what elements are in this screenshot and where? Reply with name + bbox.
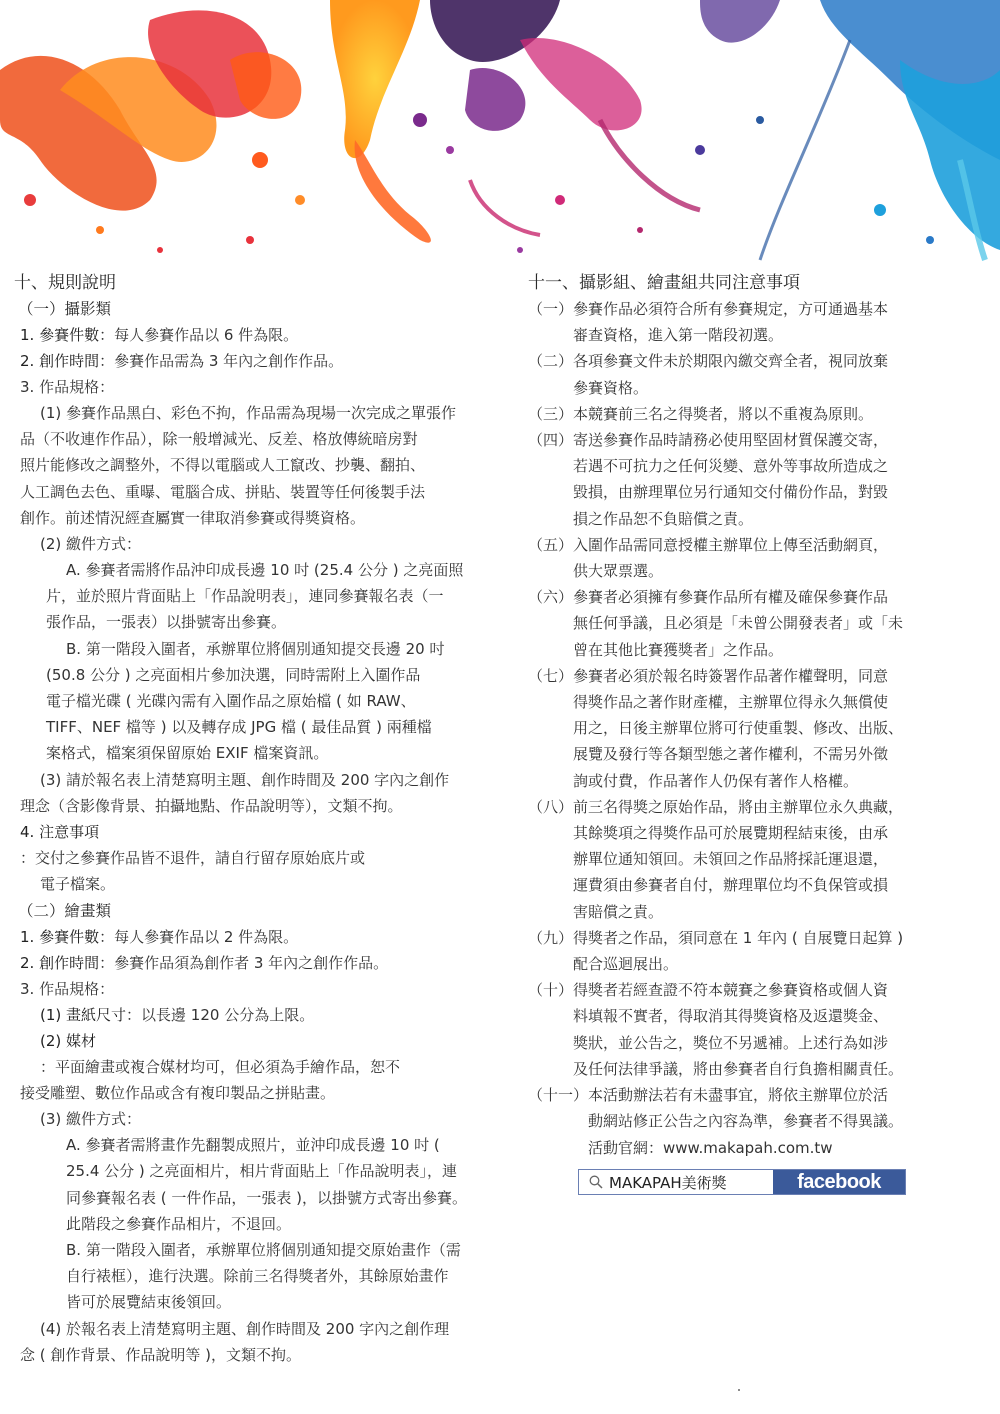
note-number: （九） — [528, 928, 574, 947]
note-line: 展覽及發行等各類型態之著作權利，不需另外徵 — [573, 745, 889, 764]
note-number: （七） — [528, 666, 574, 685]
note-text — [588, 1082, 940, 1161]
note-item — [528, 401, 940, 427]
note-line: 得獎作品之著作財產權，主辦單位得永久無償使 — [573, 693, 889, 712]
note-item — [528, 794, 940, 925]
photo-spec-2-title: (2) 繳件方式： — [40, 535, 142, 554]
note-item — [528, 663, 940, 794]
note-text — [573, 532, 940, 584]
painting-spec-3b: B. 第一階段入圍者，承辦單位將個別通知提交原始畫作（需 自行裱框），進行決選。除前三名得獎者外，其餘原始畫作 皆可於展覽結束後領回。 — [66, 1241, 461, 1312]
note-line: 害賠償之責。 — [573, 902, 664, 921]
note-item — [528, 977, 940, 1082]
section-title-rules: 十、規則說明 — [14, 273, 116, 293]
note-line: 入圍作品需同意授權主辦單位上傳至活動網頁， — [573, 535, 889, 554]
note-line: 獎狀，並公告之，獎位不另遞補。上述行為如涉 — [573, 1033, 889, 1052]
note-text — [573, 977, 940, 1082]
painting-spec-1: (1) 畫紙尺寸：以長邊 120 公分為上限。 — [40, 1005, 315, 1024]
note-number: （六） — [528, 588, 574, 607]
note-text — [573, 401, 940, 427]
painting-item-spec: 3. 作品規格： — [20, 979, 115, 998]
painting-item-count: 1. 參賽件數：每人參賽作品以 2 件為限。 — [20, 927, 299, 946]
note-item — [528, 427, 940, 532]
note-line: 動網站修正公告之內容為準，參賽者不得異議。 — [588, 1112, 904, 1131]
note-item — [528, 532, 940, 584]
painting-spec-4: (4) 於報名表上清楚寫明主題、創作時間及 200 字內之創作理 念 ( 創作背景、作品說明等 )，文類不拘。 — [20, 1319, 450, 1364]
note-item — [528, 296, 940, 348]
photo-spec-2a: A. 參賽者需將作品沖印成長邊 10 吋 (25.4 公分 ) 之亮面照 片，並於照片背面貼上「作品說明表」，連同參賽報名表（一 張作品，一張表）以掛號寄出參賽。 — [46, 561, 464, 632]
photo-spec-1: (1) 參賽作品黑白、彩色不拘，作品需為現場一次完成之單張作 品（不收連作作品），除一般增減光、反差、格放傳統暗房對 照片能修改之調整外，不得以電腦或人工竄改、抄襲、翻拍、 人工調色去色、重曝、電腦合成、拼貼、裝置等任何後製手法 創作。前述情況經查屬實一律取消參賽或得獎資格。 — [20, 404, 457, 527]
note-line: 供大眾票選。 — [573, 562, 664, 581]
note-number: （八） — [528, 797, 574, 816]
painting-spec-2: (2) 媒材 ：平面繪畫或複合媒材均可，但必須為手繪作品，恕不 接受雕塑、數位作品或含有複印製品之拼貼畫。 — [20, 1031, 401, 1103]
note-line: 運費須由參賽者自付，辦理單位均不負保管或損 — [573, 876, 889, 895]
photo-item-count: 1. 參賽件數：每人參賽作品以 6 件為限。 — [20, 326, 299, 344]
note-line: 前三名得獎之原始作品，將由主辦單位永久典藏， — [573, 797, 904, 816]
painting-category-title: （二）繪畫類 — [18, 901, 112, 920]
photo-item-notice: 4. 注意事項 ：交付之參賽作品皆不退件，請自行留存原始底片或 電子檔案。 — [20, 823, 366, 894]
note-line: 本競賽前三名之得獎者，將以不重複為原則。 — [573, 404, 874, 423]
facebook-search-box[interactable] — [579, 1170, 773, 1194]
note-line: 損之作品恕不負賠償之責。 — [573, 509, 754, 528]
photo-item-spec: 3. 作品規格： — [20, 378, 115, 396]
note-text — [573, 427, 940, 532]
note-number: （一） — [528, 300, 574, 318]
note-line: 參賽作品必須符合所有參賽規定，方可通過基本 — [573, 300, 889, 318]
note-number: （五） — [528, 535, 574, 554]
note-item — [528, 1082, 940, 1161]
note-number: （十） — [528, 981, 574, 1000]
page-speck — [738, 1389, 740, 1391]
paint-splash-decoration — [0, 0, 1000, 270]
note-line: 其餘獎項之得獎作品可於展覽期程結束後，由承 — [573, 824, 889, 843]
common-notes-section — [528, 270, 940, 1161]
note-line: 寄送參賽作品時請務必使用堅固材質保護交寄， — [573, 431, 889, 450]
note-number: （二） — [528, 352, 574, 371]
note-line: 曾在其他比賽獲獎者」之作品。 — [573, 640, 784, 659]
facebook-search-bar[interactable] — [578, 1169, 906, 1195]
note-line: 若遇不可抗力之任何災變、意外等事故所造成之 — [573, 457, 889, 476]
note-line: 審查資格，進入第一階段初選。 — [573, 326, 784, 345]
note-line: 參賽者必須於報名時簽署作品著作權聲明，同意 — [573, 666, 889, 685]
note-number: （四） — [528, 431, 574, 450]
note-line: 辦單位通知領回。未領回之作品將採託運退還， — [573, 850, 889, 869]
note-number: （三） — [528, 404, 574, 423]
facebook-logo[interactable]: facebook — [773, 1170, 905, 1194]
note-number: （十一） — [528, 1086, 589, 1105]
search-icon — [589, 1175, 603, 1189]
note-line: 各項參賽文件未於期限內繳交齊全者，視同放棄 — [573, 352, 889, 371]
photo-spec-2b: B. 第一階段入圍者，承辦單位將個別通知提交長邊 20 吋 (50.8 公分 ) 之亮面相片參加決選，同時需附上入圍作品 電子檔光碟 ( 光碟內需有入圍作品之原始檔 ( 如 RAW、 TIFF、NEF 檔等 ) 以及轉存成 JPG 檔 ( 最佳品質 ) 兩種檔 案格式，檔案須保留原始 EXIF 檔案資訊。 — [46, 639, 445, 763]
note-text — [573, 348, 940, 400]
photo-item-time: 2. 創作時間：參賽作品需為 3 年內之創作作品。 — [20, 352, 344, 370]
note-line: 參賽者必須擁有參賽作品所有權及確保參賽作品 — [573, 588, 889, 607]
painting-item-time: 2. 創作時間：參賽作品須為創作者 3 年內之創作作品。 — [20, 953, 389, 972]
note-text — [573, 296, 940, 348]
section-title-common-notes: 十一、攝影組、繪畫組共同注意事項 — [528, 273, 800, 293]
note-item — [528, 925, 940, 977]
facebook-search-text: MAKAPAH美術獎 — [609, 1173, 727, 1192]
note-line: 得獎者之作品，須同意在 1 年內 ( 自展覽日起算 ) — [573, 928, 904, 947]
note-line: 參賽資格。 — [573, 378, 649, 397]
note-item — [528, 584, 940, 663]
painting-spec-3-title: (3) 繳件方式： — [40, 1110, 142, 1129]
note-line: 本活動辦法若有未盡事宜，將依主辦單位於活 — [588, 1086, 889, 1105]
note-text — [573, 663, 940, 794]
note-line: 料填報不實者，得取消其得獎資格及返還獎金、 — [573, 1007, 889, 1026]
note-line: 毀損，由辦理單位另行通知交付備份作品，對毀 — [573, 483, 889, 502]
rules-section — [14, 270, 508, 1368]
note-line: 活動官網：www.makapah.com.tw — [588, 1138, 833, 1157]
photo-category-title: （一）攝影類 — [18, 300, 112, 318]
note-text — [573, 584, 940, 663]
painting-spec-3a: A. 參賽者需將畫作先翻製成照片，並沖印成長邊 10 吋 ( 25.4 公分 ) 之亮面相片，相片背面貼上「作品說明表」，連 同參賽報名表 ( 一件作品，一張表 )，以掛號方式寄出參賽。 此階段之參賽作品相片，不退回。 — [66, 1136, 468, 1233]
note-line: 無任何爭議，且必須是「未曾公開發表者」或「未 — [573, 614, 904, 633]
note-line: 詢或付費，作品著作人仍保有著作人格權。 — [573, 771, 859, 790]
note-text — [573, 925, 940, 977]
notes-list — [528, 296, 940, 1161]
note-item — [528, 348, 940, 400]
note-line: 配合巡迴展出。 — [573, 955, 679, 974]
note-line: 用之，日後主辦單位將可行使重製、修改、出版、 — [573, 719, 904, 738]
note-line: 得獎者若經查證不符本競賽之參賽資格或個人資 — [573, 981, 889, 1000]
note-line: 及任何法律爭議，將由參賽者自行負擔相關責任。 — [573, 1059, 904, 1078]
note-text — [573, 794, 940, 925]
photo-spec-3: (3) 請於報名表上清楚寫明主題、創作時間及 200 字內之創作 理念（含影像背景、拍攝地點、作品說明等），文類不拘。 — [20, 770, 450, 815]
